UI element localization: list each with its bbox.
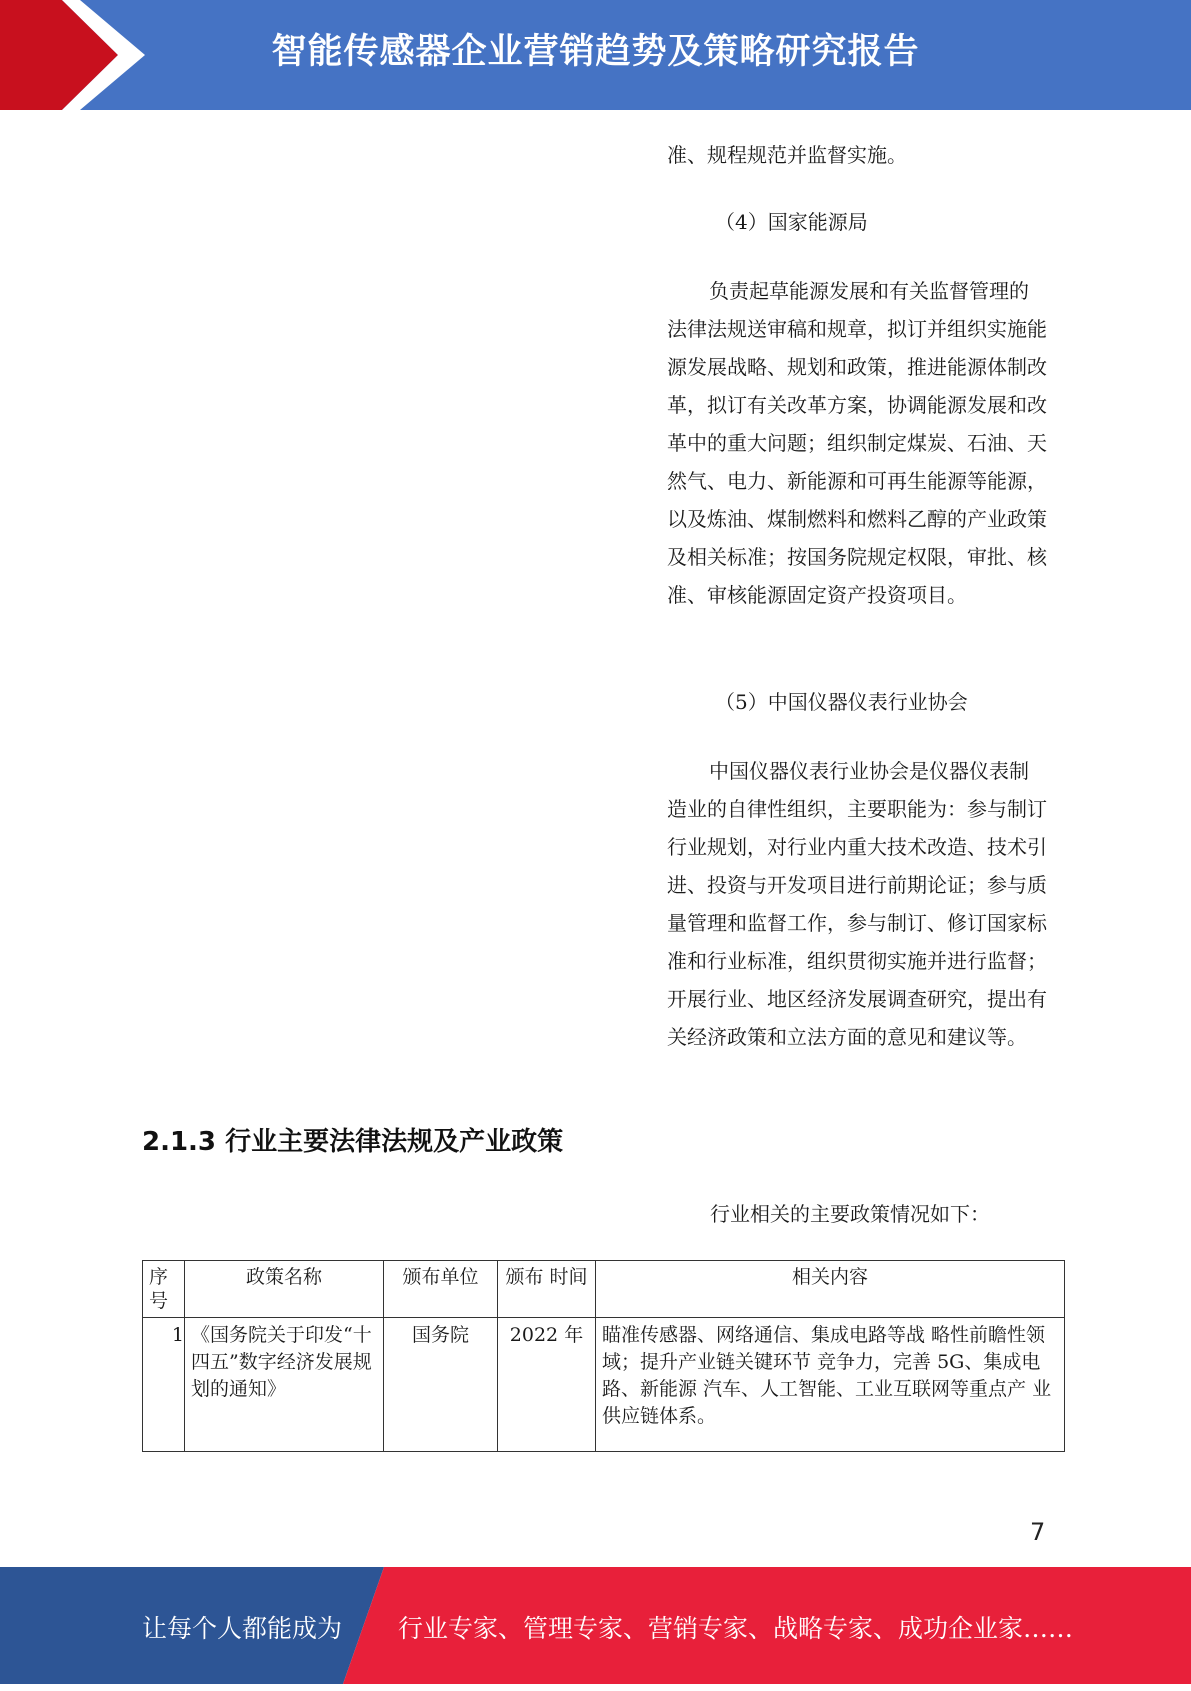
header-issuer: 颁布单位 <box>384 1261 498 1318</box>
page-number: 7 <box>1030 1518 1046 1546</box>
item5-paragraph: 中国仪器仪表行业协会是仪器仪表制造业的自律性组织，主要职能为：参与制订行业规划，对行业内重大技术改造、技术引进、投资与开发项目进行前期论证；参与质量管理和监督工作，参与制订、修订国家标准和行业标准，组织贯彻实施并进行监督；开展行业、地区经济发展调查研究，提出有关经济政策和立法方面的意见和建议等。 <box>667 759 1047 1049</box>
table-intro: 行业相关的主要政策情况如下： <box>710 1202 990 1226</box>
item4-paragraph: 负责起草能源发展和有关监督管理的法律法规送审稿和规章，拟订并组织实施能源发展战略、规划和政策，推进能源体制改革，拟订有关改革方案，协调能源发展和改革中的重大问题；组织制定煤炭、石油、天然气、电力、新能源和可再生能源等能源，以及炼油、煤制燃料和燃料乙醇的产业政策及相关标准；按国务院规定权限，审批、核准、审核能源固定资产投资项目。 <box>667 279 1047 607</box>
policy-table <box>142 1260 1065 1452</box>
cell-issue-time: 2022 年 <box>498 1318 596 1452</box>
cell-policy-name: 《国务院关于印发“十四五”数字经济发展规划的通知》 <box>185 1318 384 1452</box>
cell-seq: 1 <box>143 1318 185 1452</box>
cell-issuer: 国务院 <box>384 1318 498 1452</box>
continued-paragraph: 准、规程规范并监督实施。 <box>667 143 907 167</box>
header-policy-name: 政策名称 <box>185 1261 384 1318</box>
header-issue-time: 颁布 时间 <box>498 1261 596 1318</box>
report-title: 智能传感器企业营销趋势及策略研究报告 <box>271 32 920 72</box>
table-row <box>143 1318 1065 1452</box>
footer-slogan-right: 行业专家、管理专家、营销专家、战略专家、成功企业家…… <box>398 1614 1074 1643</box>
section-heading: 2.1.3 行业主要法律法规及产业政策 <box>142 1127 564 1157</box>
item5-heading: （5）中国仪器仪表行业协会 <box>715 690 968 714</box>
item4-heading: （4）国家能源局 <box>715 210 868 234</box>
page-footer <box>0 1567 1191 1684</box>
page-header <box>0 0 1191 110</box>
header-seq: 序号 <box>143 1261 185 1318</box>
footer-slogan-left: 让每个人都能成为 <box>142 1614 343 1643</box>
cell-content: 瞄准传感器、网络通信、集成电路等战 略性前瞻性领域；提升产业链关键环节 竞争力，完善 5G、集成电路、新能源 汽车、人工智能、工业互联网等重点产 业供应链体系。 <box>596 1318 1065 1452</box>
table-header-row <box>143 1261 1065 1318</box>
header-content: 相关内容 <box>596 1261 1065 1318</box>
